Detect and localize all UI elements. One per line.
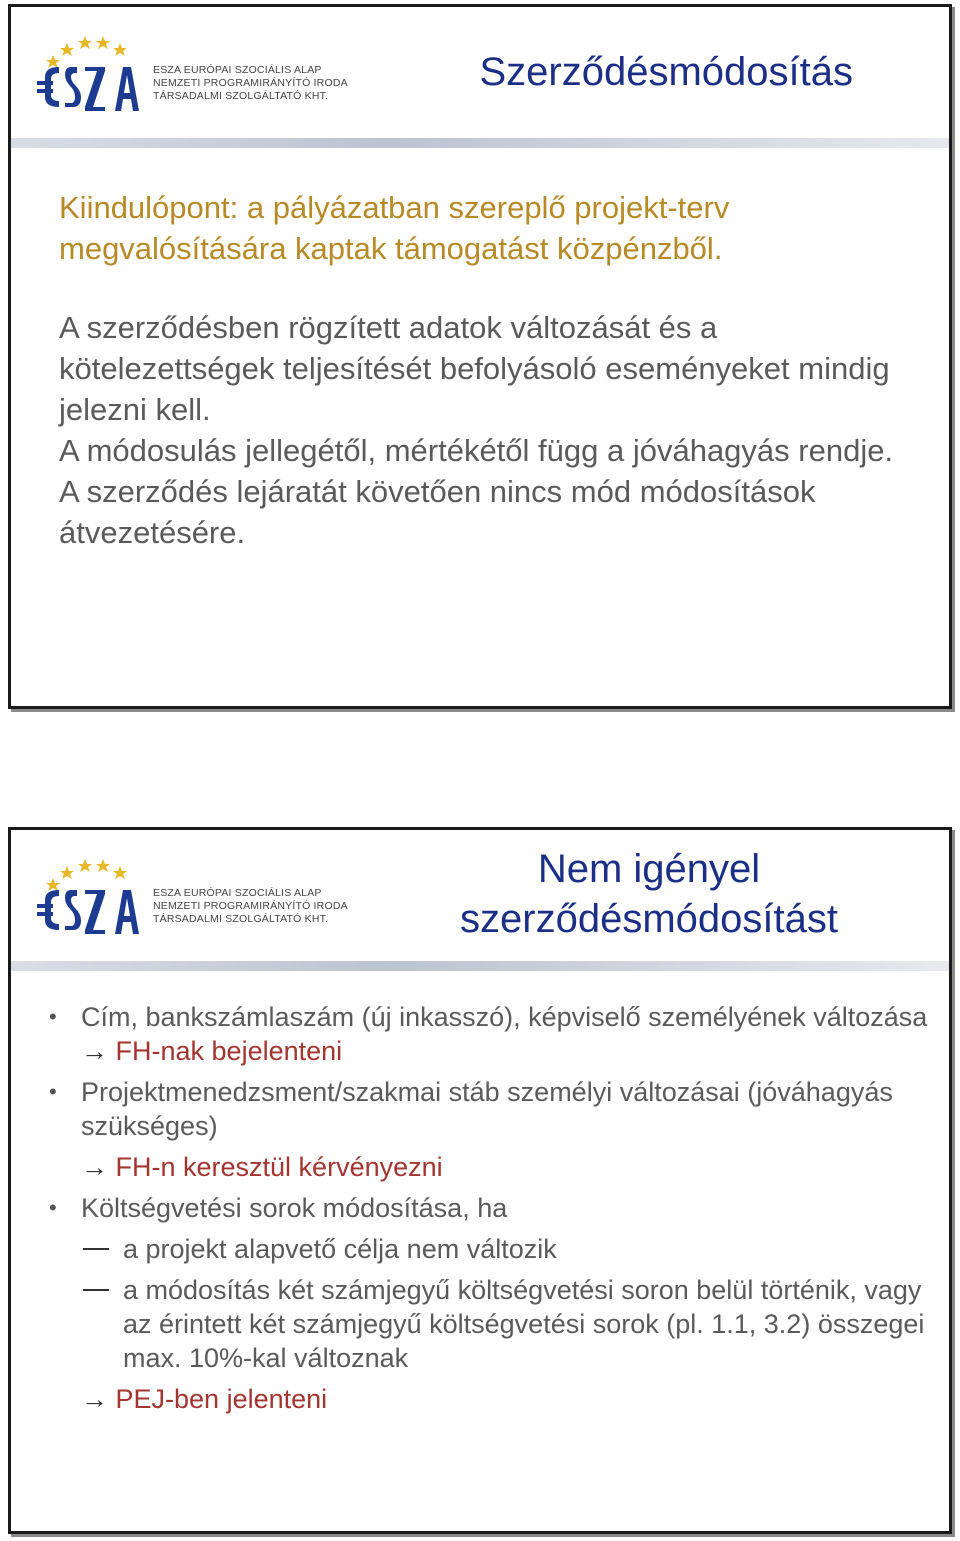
arrow-icon: → [81, 1036, 108, 1066]
sub-bullet-item [41, 1273, 931, 1375]
action-text: PEJ-ben jelenteni [115, 1384, 328, 1414]
slide-header [11, 7, 949, 147]
logo-caption [153, 887, 348, 926]
action-text: FH-nak bejelenteni [115, 1036, 343, 1066]
logo-caption [153, 64, 348, 103]
bullet-item [41, 1191, 931, 1225]
sub-bullet-text: a projekt alapvető célja nem változik [123, 1234, 557, 1264]
bullet-text: Projektmenedzsment/szakmai stáb személyi változásai (jóváhagyás szükséges) [81, 1077, 893, 1141]
starting-point-text: Kiindulópont: a pályázatban szereplő projekt-terv megvalósítására kaptak támogatást közpénzből. [59, 190, 730, 266]
bullet-icon: • [49, 1079, 57, 1104]
slide-1 [8, 4, 952, 709]
paragraph: A szerződés lejáratát követően nincs mód módosítások átvezetésére. [59, 474, 816, 550]
bullet-text: Cím, bankszámlaszám (új inkasszó), képviselő személyének változása [81, 1002, 928, 1032]
logo-line-1: ESZA EURÓPAI SZOCIÁLIS ALAP [153, 887, 322, 899]
paragraph: A módosulás jellegétől, mértékétől függ a jóváhagyás rendje. [59, 433, 894, 468]
arrow-icon: → [81, 1152, 108, 1182]
logo-line-2: NEMZETI PROGRAMIRÁNYÍTÓ IRODA [153, 900, 348, 912]
bullet-item [41, 1000, 931, 1068]
slide-title: Szerződésmódosítás [479, 50, 853, 94]
bullet-item [41, 1075, 931, 1143]
bullet-icon: • [49, 1004, 57, 1029]
header-divider [11, 138, 949, 148]
bullet-icon: • [49, 1195, 57, 1220]
slide-body [59, 187, 919, 553]
slide-header [11, 830, 949, 970]
action-line [41, 1382, 931, 1416]
dash-icon [83, 1248, 109, 1250]
logo-line-2: NEMZETI PROGRAMIRÁNYÍTÓ IRODA [153, 77, 348, 89]
paragraph: A szerződésben rögzített adatok változását és a kötelezettségek teljesítését befolyásoló eseményeket mindig jelezni kell. [59, 310, 890, 427]
action-text: FH-n keresztül kérvényezni [115, 1152, 443, 1182]
esza-logo [33, 33, 353, 119]
slide-title: Nem igényel szerződésmódosítást [460, 847, 838, 941]
sub-bullet-item [41, 1232, 931, 1266]
action-line [41, 1150, 931, 1184]
bullet-text: Költségvetési sorok módosítása, ha [81, 1193, 508, 1223]
arrow-icon: → [81, 1384, 108, 1414]
slide-body [41, 1000, 931, 1423]
logo-line-3: TÁRSADALMI SZOLGÁLTATÓ KHT. [153, 90, 329, 102]
sub-bullet-text: a módosítás két számjegyű költségvetési soron belül történik, vagy az érintett két számjegyű költségvetési sorok (pl. 1.1, 3.2) összegei max. 10%-kal változnak [123, 1275, 925, 1373]
esza-logo-mark [33, 33, 153, 119]
esza-logo-mark [33, 856, 153, 942]
esza-logo [33, 856, 353, 942]
slide-2 [8, 827, 952, 1534]
logo-line-3: TÁRSADALMI SZOLGÁLTATÓ KHT. [153, 913, 329, 925]
header-divider [11, 961, 949, 971]
logo-line-1: ESZA EURÓPAI SZOCIÁLIS ALAP [153, 64, 322, 76]
dash-icon [83, 1289, 109, 1291]
